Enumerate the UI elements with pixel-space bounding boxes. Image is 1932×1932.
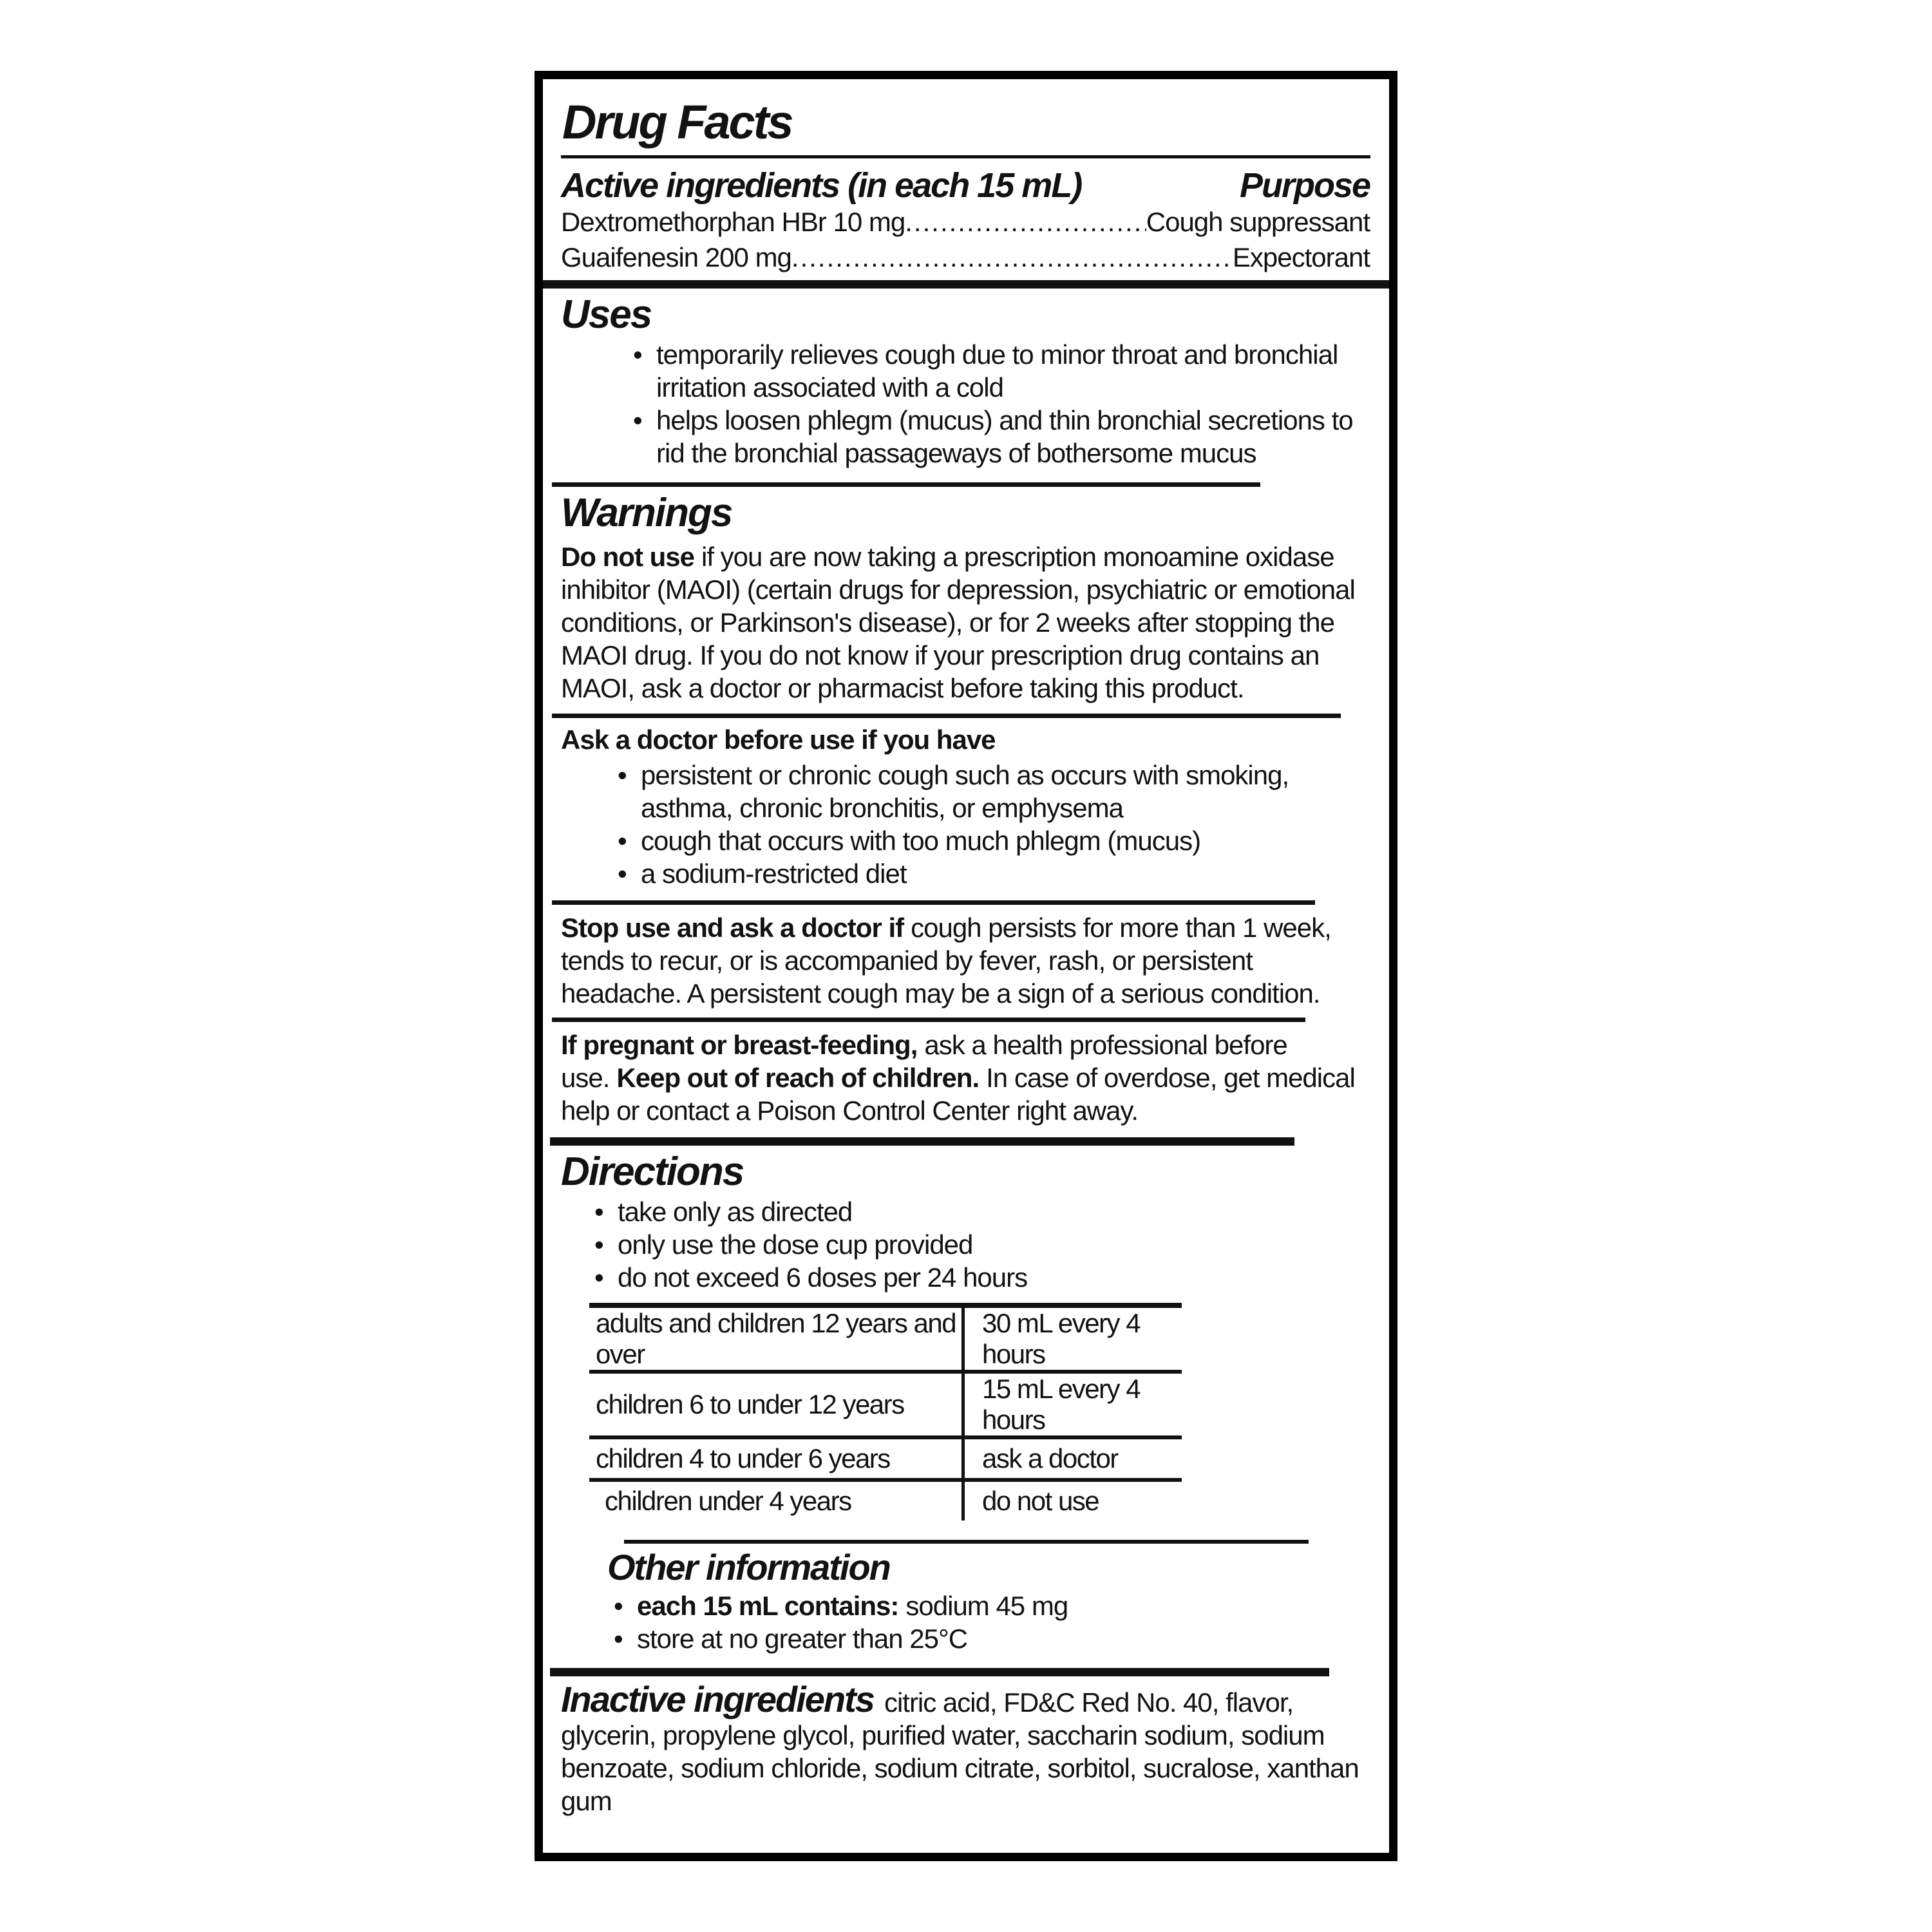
list-item: • cough that occurs with too much phlegm (mucus): [618, 824, 1370, 857]
inactive-ingredients-paragraph: [561, 1678, 1370, 1817]
drug-facts-title: Drug Facts: [562, 95, 792, 149]
ingredient-row: [561, 204, 1370, 240]
warnings-heading: Warnings: [561, 490, 732, 535]
stop-use-paragraph: [561, 911, 1370, 1010]
other-information-heading: Other information: [607, 1546, 890, 1587]
divider: [552, 1018, 1305, 1022]
dosage-population-cell: adults and children 12 years and over: [596, 1307, 956, 1369]
ingredient-name: Guaifenesin 200 mg: [561, 242, 791, 272]
directions-heading: Directions: [561, 1149, 744, 1194]
ingredient-row: [561, 240, 1370, 275]
ask-doctor-heading: [561, 723, 1370, 756]
dosage-amount-cell: 15 mL every 4 hours: [982, 1373, 1141, 1435]
list-item: [614, 1589, 1370, 1622]
keep-out-of-reach-lead: Keep out of reach of children.: [616, 1062, 980, 1093]
drug-facts-panel: [535, 71, 1397, 1861]
pregnancy-lead: If pregnant or breast-feeding,: [561, 1029, 918, 1060]
list-item: • store at no greater than 25°C: [614, 1622, 1370, 1655]
ingredient-purpose: Expectorant: [1232, 242, 1370, 272]
dosage-table: [589, 1303, 1182, 1520]
leader-dots: [791, 240, 1233, 275]
stop-use-text: cough persists for more than 1 week, tends to recur, or is accompanied by fever, rash, or persistent headache. A persistent cough may be a sign of a serious condition.: [561, 912, 1331, 1009]
list-item: • only use the dose cup provided: [594, 1228, 1370, 1261]
do-not-use-text: if you are now taking a prescription monoamine oxidase inhibitor (MAOI) (certain drugs for depression, psychiatric or emotional conditions, or Parkinson's disease), or for 2 weeks after stopping the MAOI drug. If you do not know if your prescription drug contains an MAOI, ask a doctor or pharmacist before taking this product.: [561, 541, 1355, 703]
uses-heading: Uses: [561, 292, 652, 337]
do-not-use-paragraph: [561, 540, 1370, 705]
divider: [550, 1137, 1294, 1146]
leader-dots: [905, 204, 1146, 240]
active-ingredients-header-row: [561, 167, 1370, 204]
other-information-section: [607, 1540, 1370, 1655]
ingredient-name: Dextromethorphan HBr 10 mg: [561, 206, 905, 237]
list-item: • persistent or chronic cough such as occurs with smoking, asthma, chronic bronchitis, or emphysema: [618, 759, 1370, 824]
inactive-ingredients-heading: Inactive ingredients: [561, 1678, 874, 1719]
dosage-row: [589, 1308, 1182, 1370]
divider: [624, 1540, 1309, 1544]
active-ingredients-heading: Active ingredients (in each 15 mL): [561, 166, 1082, 205]
ingredient-purpose: Cough suppressant: [1146, 206, 1370, 237]
list-item: • helps loosen phlegm (mucus) and thin bronchial secretions to rid the bronchial passageways of bothersome mucus: [633, 404, 1370, 469]
contains-lead: each 15 mL contains:: [637, 1590, 899, 1621]
ask-doctor-list: [618, 759, 1370, 890]
dosage-row: [589, 1439, 1182, 1478]
list-item: • temporarily relieves cough due to minor throat and bronchial irritation associated with a cold: [633, 338, 1370, 404]
dosage-row: [589, 1482, 1182, 1520]
dosage-row: [589, 1374, 1182, 1435]
divider: [543, 280, 1389, 289]
pregnancy-paragraph: [561, 1028, 1370, 1127]
divider: [561, 155, 1370, 158]
overdose-text: In case of overdose, get medical help or contact a Poison Control Center right away.: [561, 1062, 1355, 1126]
other-information-list: [614, 1589, 1370, 1655]
divider: [552, 900, 1315, 905]
list-item: • take only as directed: [594, 1195, 1370, 1228]
dosage-population-cell: children under 4 years: [605, 1485, 851, 1516]
stop-use-lead: Stop use and ask a doctor if: [561, 912, 904, 943]
dosage-amount-cell: ask a doctor: [982, 1443, 1118, 1473]
dosage-population-cell: children 4 to under 6 years: [596, 1443, 890, 1473]
inactive-ingredients-text: citric acid, FD&C Red No. 40, flavor, glycerin, propylene glycol, purified water, saccharin sodium, sodium benzoate, sodium chloride, sodium citrate, sorbitol, sucralose, xanthan gum: [561, 1687, 1359, 1816]
list-item: • a sodium-restricted diet: [618, 857, 1370, 890]
do-not-use-lead: Do not use: [561, 541, 694, 572]
directions-list: [594, 1195, 1370, 1294]
pregnancy-text: ask a health professional before use.: [561, 1029, 1287, 1093]
divider: [552, 714, 1341, 718]
list-item: • do not exceed 6 doses per 24 hours: [594, 1261, 1370, 1294]
uses-list: [633, 338, 1370, 469]
purpose-heading: Purpose: [1239, 166, 1370, 205]
contains-text: sodium 45 mg: [905, 1590, 1068, 1621]
dosage-amount-cell: do not use: [982, 1485, 1099, 1516]
dosage-amount-cell: 30 mL every 4 hours: [982, 1307, 1141, 1369]
divider: [550, 1668, 1329, 1676]
dosage-population-cell: children 6 to under 12 years: [596, 1388, 904, 1419]
divider: [552, 482, 1260, 487]
ask-doctor-lead: Ask a doctor before use if you have: [561, 724, 996, 755]
